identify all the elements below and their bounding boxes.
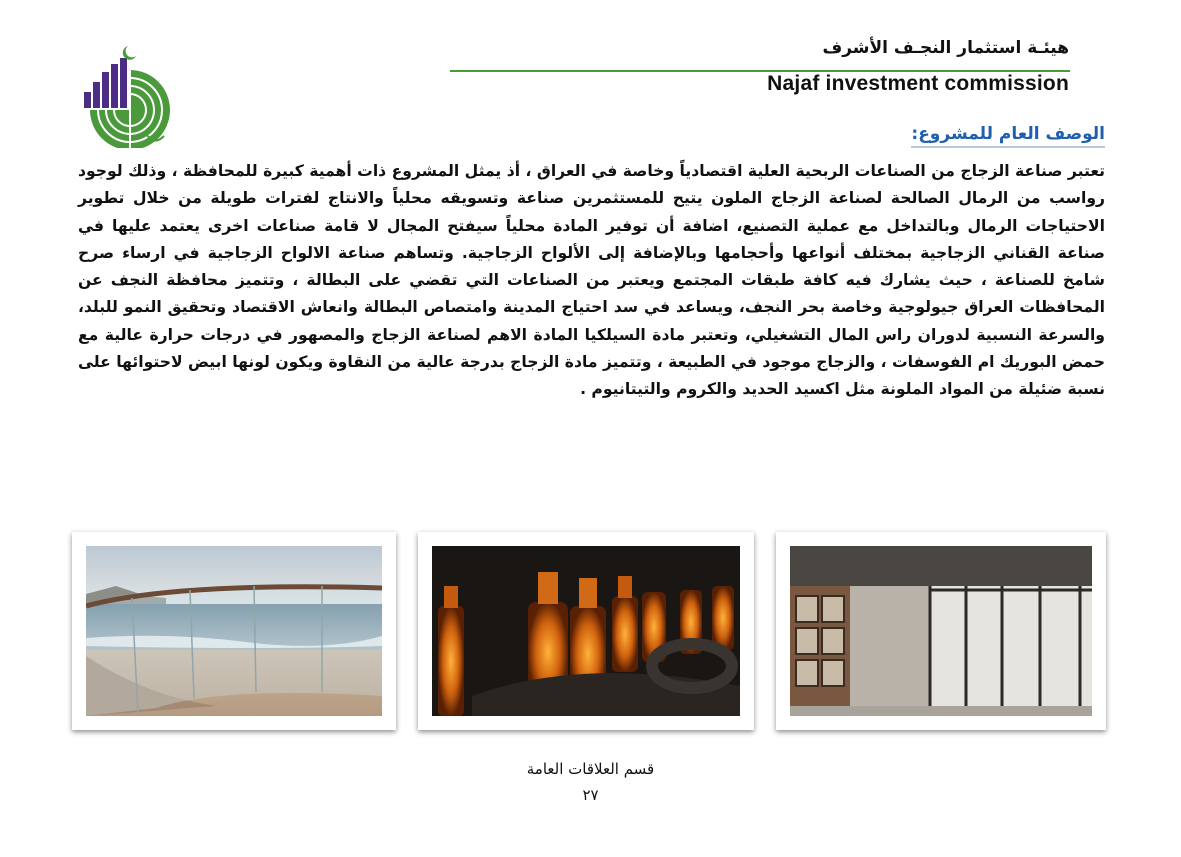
header-title-arabic: هيئـة استثمار النجـف الأشرف: [822, 38, 1069, 58]
section-title: الوصف العام للمشروع:: [911, 124, 1105, 148]
glass-balcony-photo: [72, 532, 396, 730]
glass-partitions-photo: [776, 532, 1106, 730]
commission-logo: [78, 44, 182, 148]
project-description: تعتبر صناعة الزجاج من الصناعات الربحية العلية اقتصادياً وخاصة في العراق ، أذ يمثل المشروع ذات أهمية كبيرة للمحافظة ، وذلك لوجود رواسب من الرمال الصالحة لصناعة الزجاج الملون يتيح للمستثمرين صناعة وتسويقه محلياً والانتاج لفترات طويلة من خلال تطوير الاحتياجات الرمال وبالتداخل مع عملية التصنيع، اضافة أن توفير المادة محلياً سيفتح المجال لا قامة صناعات اخرى يعتمد عليها في صناعة القناني الزجاجية بمختلف أنواعها وأحجامها وبالإضافة إلى الألواح الزجاجية. وتساهم صناعة الالواح الزجاجية في ارساء صرح شامخ للصناعة ، حيث يشارك فيه كافة طبقات المجتمع ويعتبر من الصناعات التي تقضي على البطالة ، وتتميز محافظة النجف عن المحافظات العراق جيولوجية وخاصة بحر النجف، ويساعد في سد احتياج المدينة وامتصاص البطالة وانعاش الاقتصاد وتحقيق النمو للبلد، والسرعة النسبية لدوران راس المال التشغيلي، وتعتبر مادة السيلكيا المادة الاهم لصناعة الزجاج والمصهور في درجات حرارة عالية مع حمض البوريك ام الفوسفات ، والزجاج موجود في الطبيعة ، وتتميز مادة الزجاج بدرجة عالية من النقاوة ويكون لونها ابيض لاحتوائها على نسبة ضئيلة من المواد الملونة مثل اكسيد الحديد والكروم والتيتانيوم .: [78, 162, 1105, 399]
header-title-english: Najaf investment commission: [767, 72, 1069, 95]
glass-bottles-photo: [418, 532, 754, 730]
footer-department: قسم العلاقات العامة: [526, 760, 655, 778]
page-number: ٢٧: [582, 786, 599, 804]
